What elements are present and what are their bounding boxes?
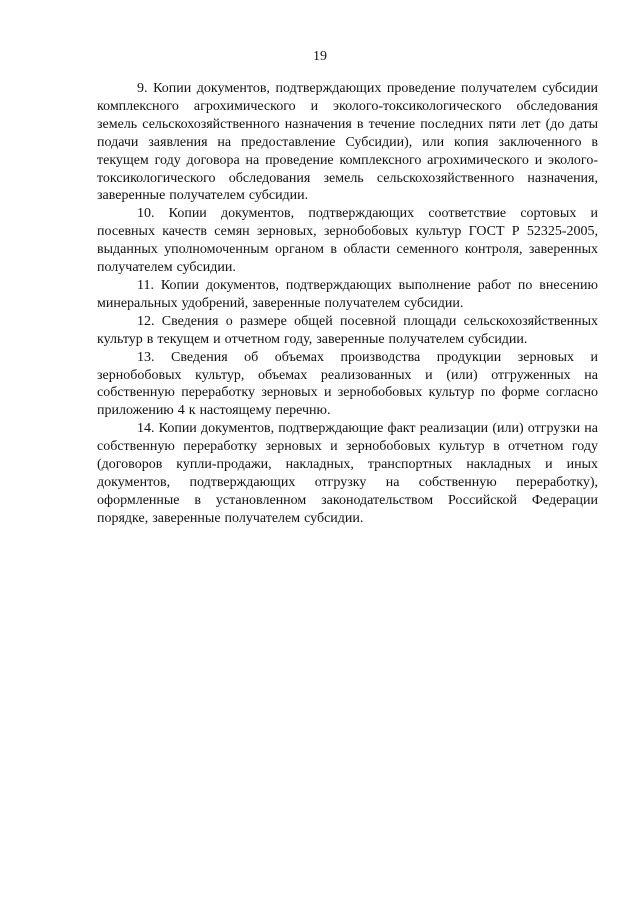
document-body	[97, 80, 598, 528]
list-item-10: 10. Копии документов, подтверждающих соответствие сортовых и посевных качеств семян зерновых, зернобобовых культур ГОСТ Р 52325-2005, выданных уполномоченным органом в области семенного контроля, заверенных получателем субсидии.	[97, 206, 598, 276]
list-item-14: 14. Копии документов, подтверждающие факт реализации (или) отгрузки на собственную переработку зерновых и зернобобовых культур в отчетном году (договоров купли-продажи, накладных, транспортных накладных и иных документов, подтверждающих отгрузку на собственную переработку), оформленные в установленном законодательством Российской Федерации порядке, заверенные получателем субсидии.	[97, 421, 598, 526]
list-item-9: 9. Копии документов, подтверждающих проведение получателем субсидии комплексного агрохимического и эколого-токсикологического обследования земель сельскохозяйственного назначения в течение последних пяти лет (до даты подачи заявления на предоставление Субсидии), или копия заключенного в текущем году договора на проведение комплексного агрохимического и эколого-токсикологического обследования земель сельскохозяйственного назначения, заверенные получателем субсидии.	[97, 81, 598, 204]
list-item-12: 12. Сведения о размере общей посевной площади сельскохозяйственных культур в текущем и отчетном году, заверенные получателем субсидии.	[97, 313, 598, 347]
page-number: 19	[313, 49, 327, 64]
list-item-13: 13. Сведения об объемах производства продукции зерновых и зернобобовых культур, объемах реализованных и (или) отгруженных на собственную переработку зерновых и зернобобовых культур по форме согласно приложению 4 к настоящему перечню.	[97, 349, 598, 419]
list-item-11: 11. Копии документов, подтверждающих выполнение работ по внесению минеральных удобрений, заверенные получателем субсидии.	[97, 277, 598, 311]
